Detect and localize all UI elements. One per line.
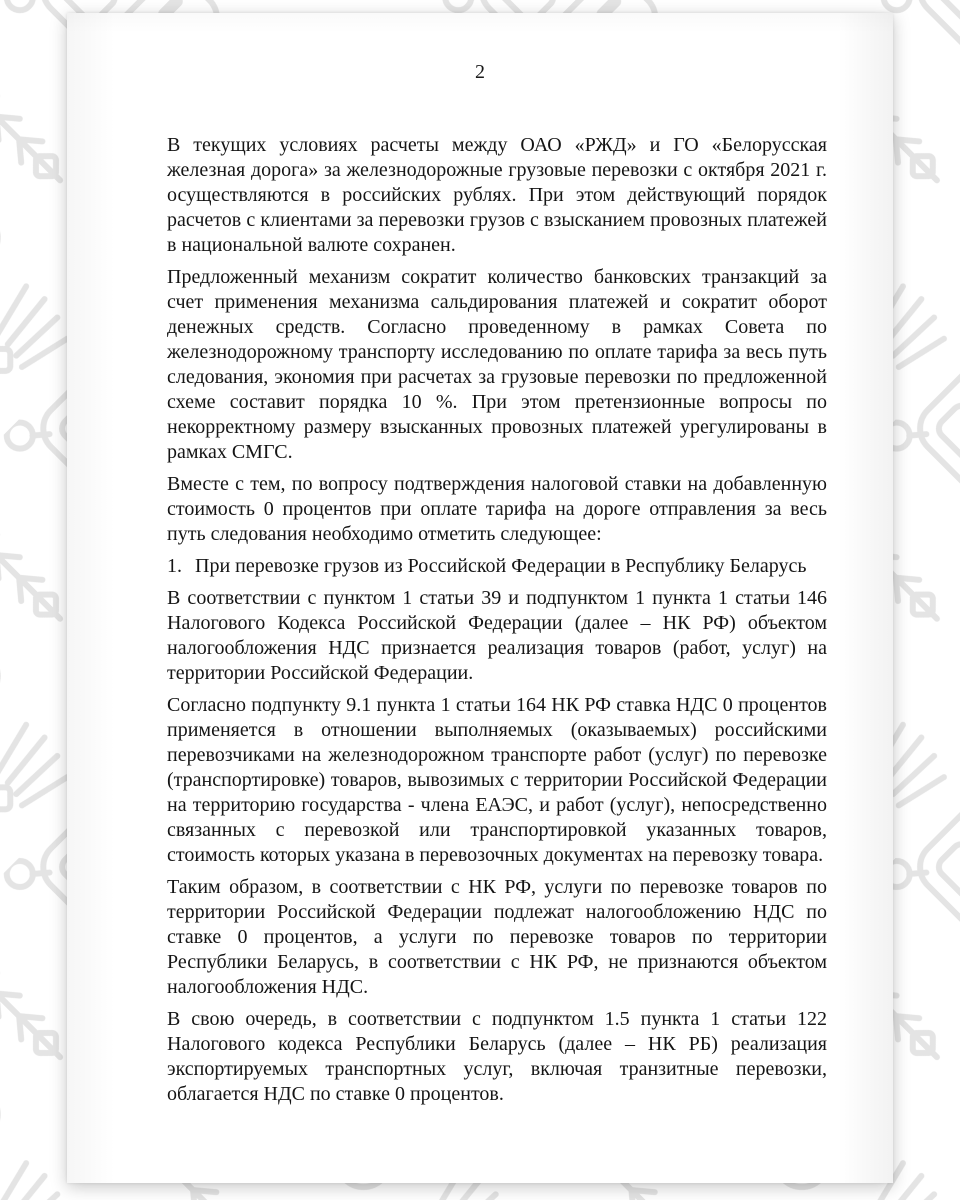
paragraph: Таким образом, в соответствии с НК РФ, услуги по перевозке товаров по территории Российской Федерации подлежат налогообложению НДС по ставке 0 процентов, а услуги по перевозке товаров по территории Республики Беларусь, в соответствии с НК РФ, не признаются объектом налогообложения НДС. <box>167 876 827 998</box>
paragraph: Предложенный механизм сократит количество банковских транзакций за счет применения механизма сальдирования платежей и сократит оборот денежных средств. Согласно проведенному в рамках Совета по железнодорожному транспорту исследованию по оплате тарифа за весь путь следования, экономия при расчетах за грузовые перевозки по предложенной схеме составит порядка 10 %. При этом претензионные вопросы по некорректному размеру взысканных провозных платежей урегулированы в рамках СМГС. <box>167 266 827 463</box>
paragraph: В соответствии с пунктом 1 статьи 39 и подпунктом 1 пункта 1 статьи 146 Налогового Кодекса Российской Федерации (далее – НК РФ) объектом налогообложения НДС признается реализация товаров (работ, услуг) на территории Российской Федерации. <box>167 587 827 684</box>
document-content <box>167 133 827 1107</box>
list-marker: 1. <box>167 555 182 577</box>
paragraph: В свою очередь, в соответствии с подпунктом 1.5 пункта 1 статьи 122 Налогового кодекса Республики Беларусь (далее – НК РБ) реализация экспортируемых транспортных услуг, включая транзитные перевозки, облагается НДС по ставке 0 процентов. <box>167 1008 827 1105</box>
document-page <box>67 13 893 1183</box>
paragraph: В текущих условиях расчеты между ОАО «РЖД» и ГО «Белорусская железная дорога» за железнодорожные грузовые перевозки с октября 2021 г. осуществляются в российских рублях. При этом действующий порядок расчетов с клиентами за перевозки грузов с взысканием провозных платежей в национальной валюте сохранен. <box>167 134 827 256</box>
list-text: При перевозке грузов из Российской Федерации в Республику Беларусь <box>195 555 807 577</box>
numbered-item <box>167 554 827 579</box>
paragraph: Вместе с тем, по вопросу подтверждения налоговой ставки на добавленную стоимость 0 процентов при оплате тарифа на дороге отправления за весь путь следования необходимо отметить следующее: <box>167 473 827 545</box>
page-number: 2 <box>475 61 485 83</box>
paragraph: Согласно подпункту 9.1 пункта 1 статьи 164 НК РФ ставка НДС 0 процентов применяется в отношении выполняемых (оказываемых) российскими перевозчиками на железнодорожном транспорте работ (услуг) по перевозке (транспортировке) товаров, вывозимых с территории Российской Федерации на территорию государства - члена ЕАЭС, и работ (услуг), непосредственно связанных с перевозкой или транспортировкой указанных товаров, стоимость которых указана в перевозочных документах на перевозку товара. <box>167 694 827 866</box>
